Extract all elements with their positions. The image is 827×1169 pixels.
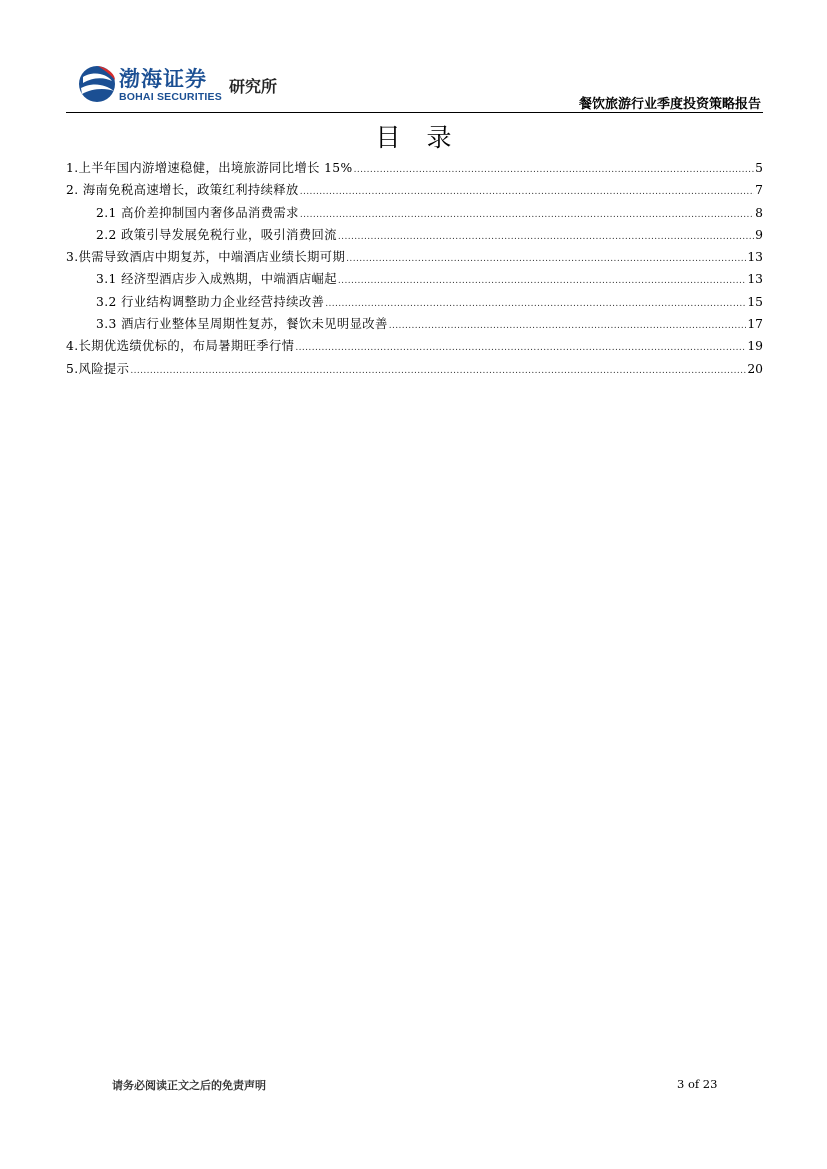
toc-entry-text: 2. 海南免税高速增长，政策红利持续释放	[66, 183, 299, 198]
toc-leader-dots	[300, 187, 754, 197]
toc-entry-text: 3.2 行业结构调整助力企业经营持续改善	[96, 294, 325, 309]
company-logo	[78, 62, 288, 106]
toc-leader-dots	[346, 254, 746, 264]
toc-entry[interactable]	[66, 292, 763, 314]
toc-entry[interactable]	[66, 314, 763, 336]
toc-leader-dots	[354, 165, 755, 175]
toc-entry[interactable]	[66, 225, 763, 247]
toc-entry[interactable]	[66, 203, 763, 225]
toc-entry-page: 13	[747, 250, 763, 265]
toc-leader-dots	[300, 210, 754, 220]
toc-entry[interactable]	[66, 158, 763, 180]
toc-entry-text: 2.1 高价差抑制国内奢侈品消费需求	[96, 205, 299, 220]
toc-entry-page: 9	[755, 227, 763, 242]
institute-label: 研究所	[229, 77, 278, 96]
toc-entry-page: 19	[747, 339, 763, 354]
report-title: 餐饮旅游行业季度投资策略报告	[578, 97, 761, 112]
toc-entry-page: 20	[747, 361, 763, 376]
toc-entry-text: 3.供需导致酒店中期复苏，中端酒店业绩长期可期	[66, 250, 346, 265]
toc-entry-text: 4.长期优选绩优标的，布局暑期旺季行情	[66, 339, 295, 354]
toc-leader-dots	[325, 299, 746, 309]
page-number: 3 of 23	[677, 1077, 718, 1091]
toc-leader-dots	[389, 321, 747, 331]
toc-entry[interactable]	[66, 336, 763, 358]
table-of-contents	[66, 158, 763, 381]
toc-entry-page: 15	[747, 294, 763, 309]
toc-leader-dots	[130, 366, 746, 376]
logo-chinese-name: 渤海证券	[119, 67, 207, 91]
toc-entry-text: 1.上半年国内游增速稳健，出境旅游同比增长 15%	[66, 161, 353, 175]
toc-entry[interactable]	[66, 180, 763, 202]
toc-leader-dots	[338, 232, 754, 242]
footer-disclaimer: 请务必阅读正文之后的免责声明	[112, 1079, 266, 1092]
toc-entry-page: 8	[755, 205, 763, 220]
toc-title: 目录	[375, 123, 478, 152]
toc-entry-text: 2.2 政策引导发展免税行业，吸引消费回流	[96, 227, 337, 242]
bohai-logo-icon	[78, 64, 116, 104]
toc-entry-text: 5.风险提示	[66, 361, 130, 376]
toc-leader-dots	[295, 343, 746, 353]
toc-entry-page: 17	[747, 317, 763, 332]
logo-english-name: BOHAI SECURITIES	[119, 91, 222, 103]
toc-entry-text: 3.3 酒店行业整体呈周期性复苏，餐饮未见明显改善	[96, 317, 388, 332]
toc-entry-text: 3.1 经济型酒店步入成熟期，中端酒店崛起	[96, 272, 337, 287]
toc-entry-page: 13	[747, 272, 763, 287]
toc-entry-page: 7	[755, 183, 763, 198]
toc-leader-dots	[338, 276, 746, 286]
toc-entry[interactable]	[66, 359, 763, 381]
toc-entry-page: 5	[755, 161, 763, 175]
toc-entry[interactable]	[66, 269, 763, 291]
toc-entry[interactable]	[66, 247, 763, 269]
header-divider	[66, 112, 763, 113]
